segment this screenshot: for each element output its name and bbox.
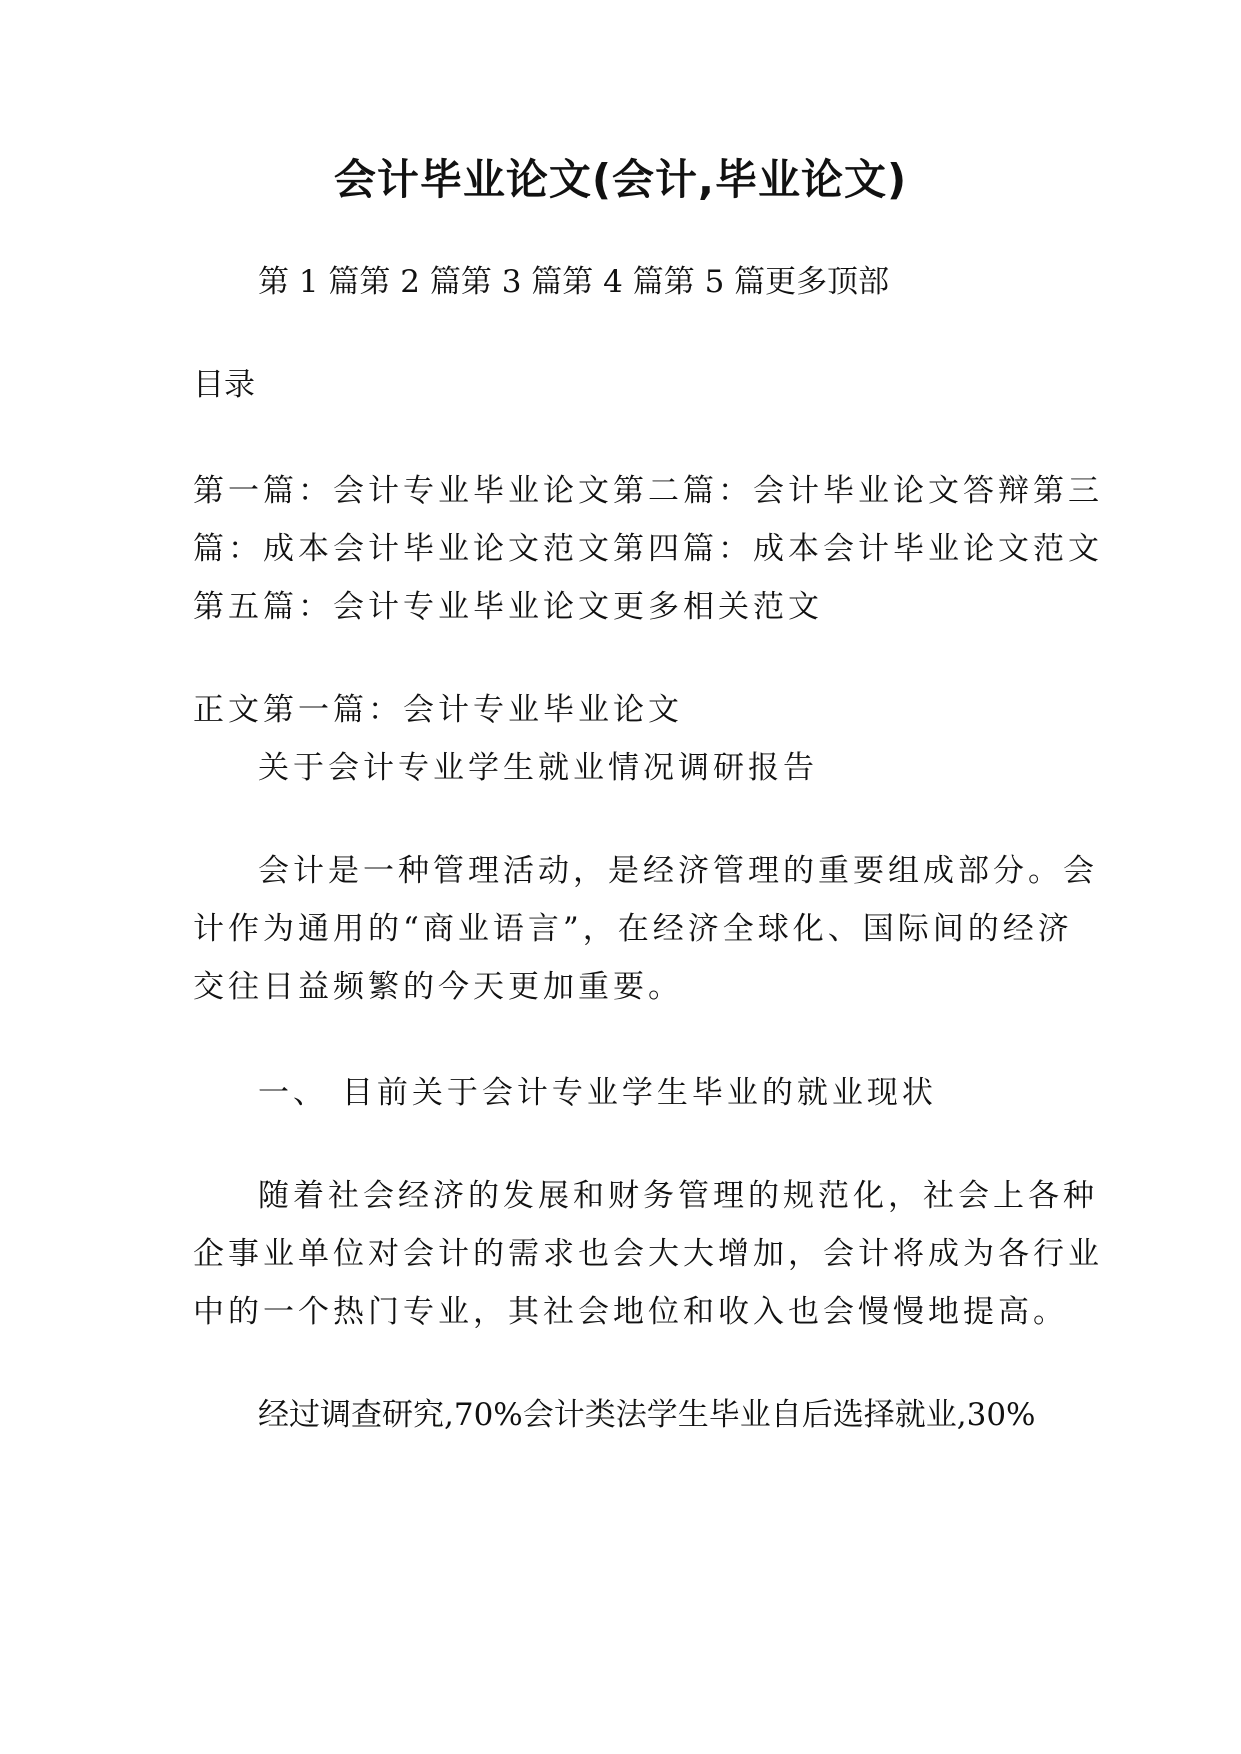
toc-line: 第一篇：会计专业毕业论文第二篇：会计毕业论文答辩第三: [193, 473, 1103, 509]
nav-links: 第 1 篇第 2 篇第 3 篇第 4 篇第 5 篇更多顶部: [258, 264, 890, 300]
toc-line: 篇：成本会计毕业论文范文第四篇：成本会计毕业论文范文: [193, 531, 1103, 567]
document-title: 会计毕业论文(会计,毕业论文): [333, 155, 908, 204]
paragraph-line: 会计是一种管理活动，是经济管理的重要组成部分。会: [258, 853, 1098, 889]
paragraph-line: 中的一个热门专业，其社会地位和收入也会慢慢地提高。: [193, 1294, 1068, 1330]
paragraph-line: 随着社会经济的发展和财务管理的规范化，社会上各种: [258, 1178, 1098, 1214]
paragraph-line: 经过调查研究,70%会计类法学生毕业自后选择就业,30%: [258, 1397, 1036, 1433]
paragraph-line: 企事业单位对会计的需求也会大大增加，会计将成为各行业: [193, 1236, 1103, 1272]
section-heading: 一、 目前关于会计专业学生毕业的就业现状: [258, 1075, 937, 1111]
paragraph-line: 计作为通用的“商业语言”，在经济全球化、国际间的经济: [193, 911, 1073, 947]
paragraph-line: 交往日益频繁的今天更加重要。: [193, 969, 683, 1005]
body-heading: 正文第一篇：会计专业毕业论文: [193, 692, 683, 728]
toc-line: 第五篇：会计专业毕业论文更多相关范文: [193, 589, 823, 625]
report-title: 关于会计专业学生就业情况调研报告: [258, 750, 818, 786]
toc-heading: 目录: [193, 367, 255, 403]
